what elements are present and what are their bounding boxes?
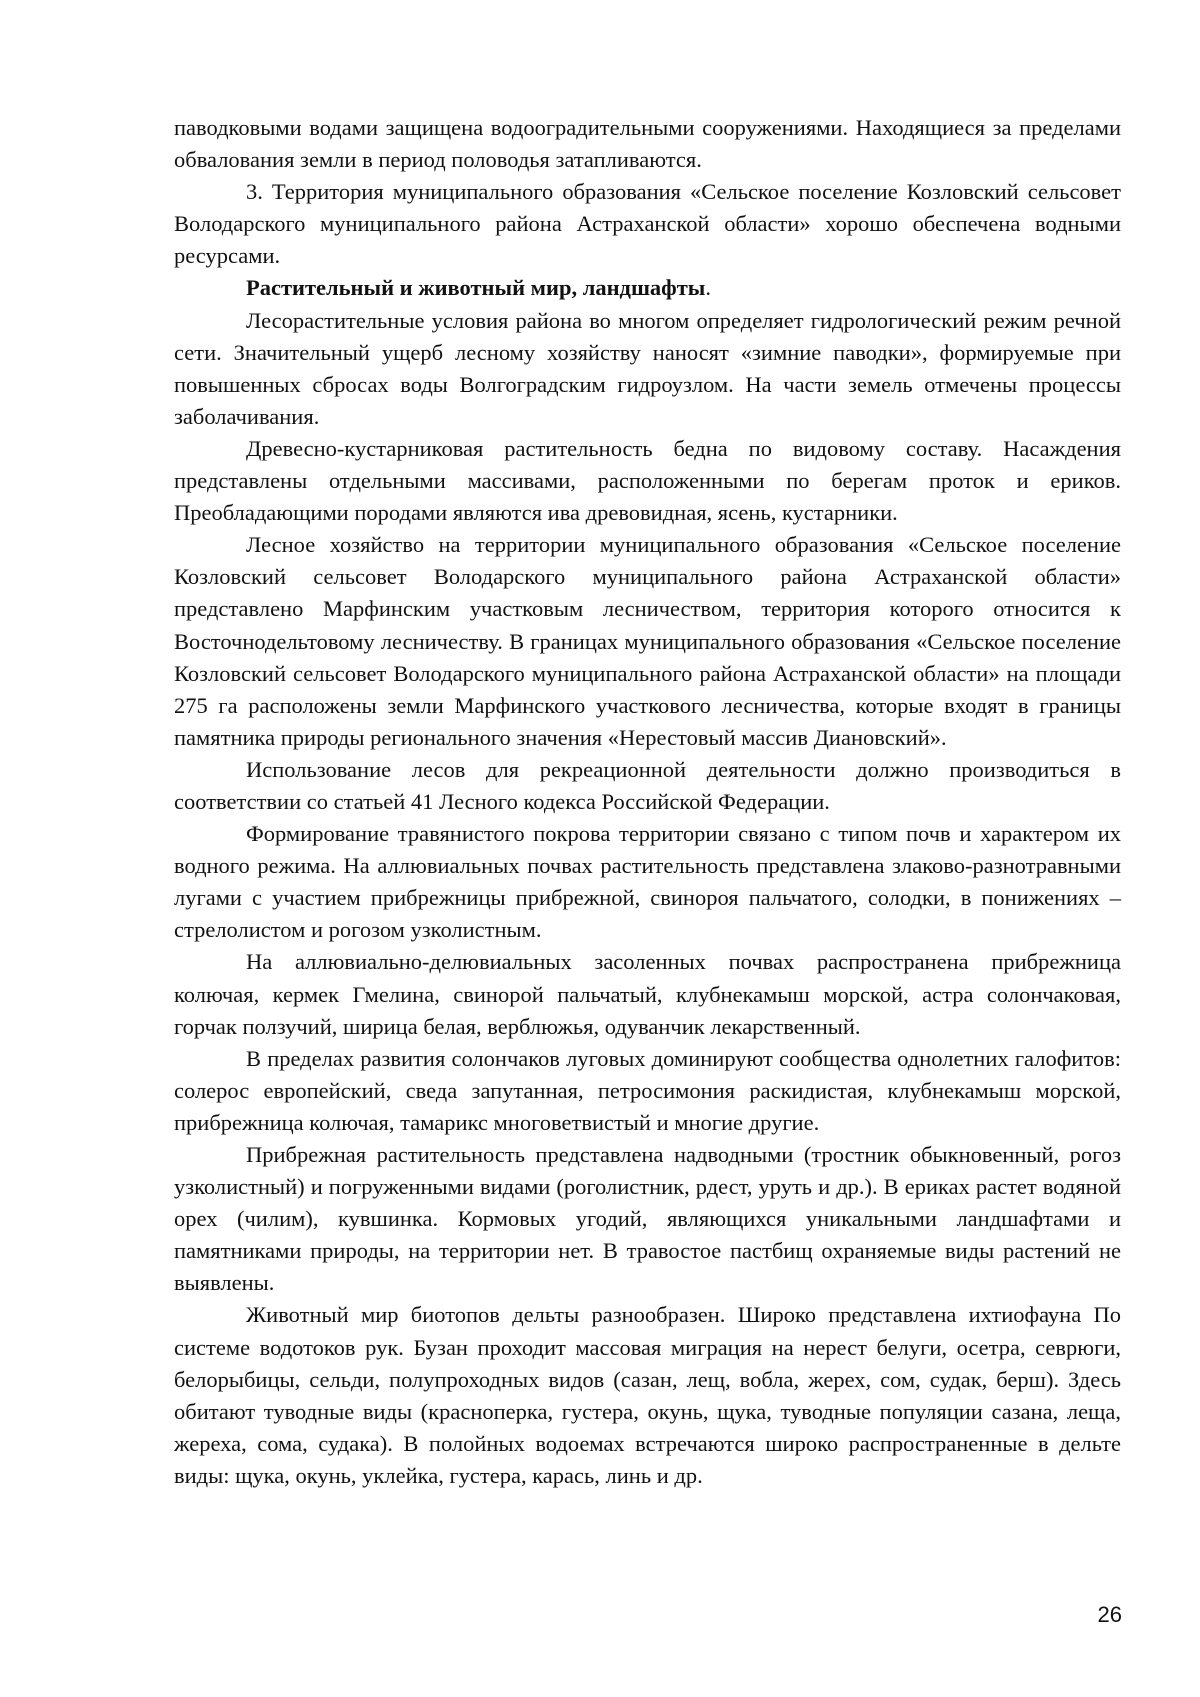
paragraph-fauna: Животный мир биотопов дельты разнообразен. Широко представлена ихтиофауна По системе водотоков рук. Бузан проходит массовая миграция на нерест белуги, осетра, севрюги, белорыбицы, сельди, полупроходных видов (сазан, лещ, вобла, жерех, сом, судак, берш). Здесь обитают туводные виды (красноперка, густера, окунь, щука, туводные популяции сазана, леща, жереха, сома, судака). В полойных водоемах встречаются широко распространенные в дельте виды: щука, окунь, уклейка, густера, карась, линь и др. (174, 1302, 1121, 1488)
paragraph-tree-shrub: Древесно-кустарниковая растительность бедна по видовому составу. Насаждения представлены отдельными массивами, расположенными по берегам проток и ериков. Преобладающими породами являются ива древовидная, ясень, кустарники. (174, 435, 1121, 526)
section-heading (174, 272, 1121, 304)
paragraph-forest-conditions: Лесорастительные условия района во многом определяет гидрологический режим речной сети. Значительный ущерб лесному хозяйству наносят «зимние паводки», формируемые при повышенных сбросах воды Волгоградским гидроузлом. На части земель отмечены процессы заболачивания. (174, 307, 1121, 429)
paragraph-grass-cover: Формирование травянистого покрова территории связано с типом почв и характером их водного режима. На аллювиальных почвах растительность представлена злаково-разнотравными лугами с участием прибрежницы прибрежной, свинороя пальчатого, солодки, в понижениях – стрелолистом и рогозом узколистным. (174, 821, 1121, 943)
paragraph-forest-use: Использование лесов для рекреационной деятельности должно производиться в соответствии со статьей 41 Лесного кодекса Российской Федерации. (174, 756, 1121, 814)
page-number: 26 (1097, 1602, 1122, 1627)
section-heading-text: Растительный и животный мир, ландшафты (246, 275, 706, 301)
section-heading-punct: . (705, 275, 711, 301)
paragraph-coastal-vegetation: Прибрежная растительность представлена надводными (тростник обыкновенный, рогоз узколистный) и погруженными видами (роголистник, рдест, уруть и др.). В ериках растет водяной орех (чилим), кувшинка. Кормовых угодий, являющихся уникальными ландшафтами и памятниками природы, на территории нет. В травостое пастбищ охраняемые виды растений не выявлены. (174, 1142, 1121, 1296)
paragraph-water-resources: 3. Территория муниципального образования «Сельское поселение Козловский сельсовет Володарского муниципального района Астраханской области» хорошо обеспечена водными ресурсами. (174, 179, 1121, 269)
paragraph-continuation: паводковыми водами защищена водооградительными сооружениями. Находящиеся за пределами обвалования земли в период половодья затапливаются. (174, 115, 1121, 173)
paragraph-saline-soils: На аллювиально-делювиальных засоленных почвах распространена прибрежница колючая, кермек Гмелина, свинорой пальчатый, клубнекамыш морской, астра солончаковая, горчак ползучий, ширица белая, верблюжья, одуванчик лекарственный. (174, 949, 1121, 1039)
paragraph-forestry: Лесное хозяйство на территории муниципального образования «Сельское поселение Козловский сельсовет Володарского муниципального района Астраханской области» представлено Марфинским участковым лесничеством, территория которого относится к Восточнодельтовому лесничеству. В границах муниципального образования «Сельское поселение Козловский сельсовет Володарского муниципального района Астраханской области» на площади 275 га расположены земли Марфинского участкового лесничества, которые входят в границы памятника природы регионального значения «Нерестовый массив Диановский». (174, 532, 1121, 750)
document-body (174, 112, 1121, 1492)
paragraph-halophytes: В пределах развития солончаков луговых доминируют сообщества однолетних галофитов: солерос европейский, сведа запутанная, петросимония раскидистая, клубнекамыш морской, прибрежница колючая, тамарикс многоветвистый и многие другие. (174, 1045, 1121, 1135)
